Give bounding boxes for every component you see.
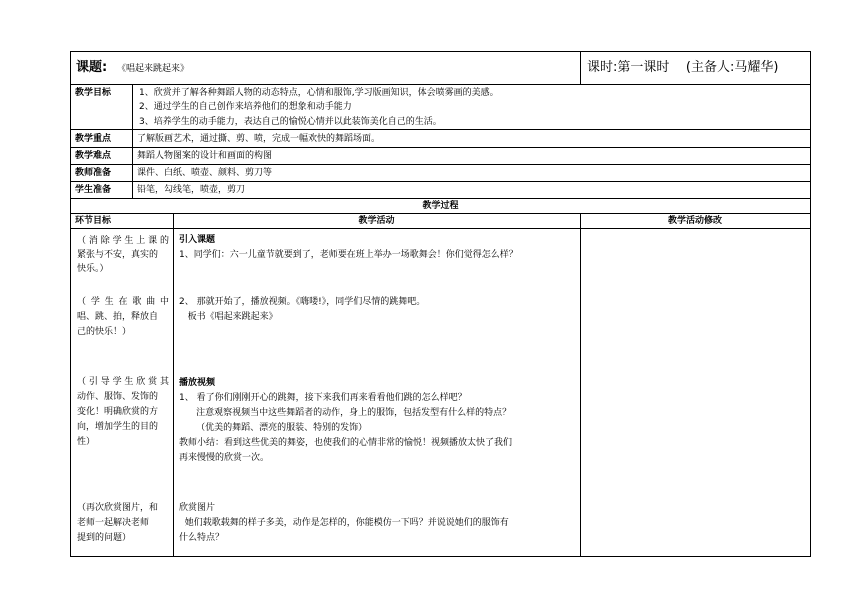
table-line-goals-bottom [70, 129, 811, 130]
topic-value: 《唱起来跳起来》 [117, 64, 190, 74]
video-line-4: 教师小结：看到这些优美的舞姿，也使我们的心情非常的愉悦！视频播放太快了我们 [179, 438, 513, 448]
stage-goal-note-1-line-1: （消除学生上课的 [77, 236, 169, 246]
difficulty-value: 舞蹈人物图案的设计和画面的构图 [137, 151, 273, 161]
student-prep-label: 学生准备 [75, 185, 112, 195]
video-line-1: 1、 看了你们刚刚开心的跳舞，接下来我们再来看看他们跳的怎么样吧？ [179, 393, 467, 403]
table-line-key-bottom [70, 147, 811, 148]
stage-goal-note-1-line-3: 快乐。） [77, 264, 109, 274]
table-line-col1-divider [173, 213, 174, 557]
stage-goal-note-2-line-2: 唱、跳、拍，释放自 [77, 312, 159, 322]
goal-line-1: 1、欣赏并了解各种舞蹈人物的动态特点，心情和服饰,学习版画知识，体会喷雾画的美感。 [139, 88, 499, 98]
teacher-prep-value: 课件、白纸、喷壶、颜料、剪刀等 [137, 168, 273, 178]
stage-goal-note-3-line-5: 性） [77, 437, 96, 447]
video-line-2: 注意观察视频当中这些舞蹈者的动作，身上的服饰，包括发型有什么样的特点？ [179, 408, 512, 418]
section-title-pictures: 欣赏图片 [179, 503, 216, 513]
table-line-columns-bottom [70, 228, 811, 229]
section-title-video: 播放视频 [179, 378, 216, 388]
stage-goal-note-2-line-3: 己的快乐！） [77, 327, 132, 337]
table-line-col2-divider [580, 213, 581, 557]
table-line-label-divider [132, 84, 133, 198]
table-border-top [70, 51, 811, 52]
intro-line-1: 1、同学们：六一儿童节就要到了，老师要在班上举办一场歌舞会！你们觉得怎么样？ [179, 250, 518, 260]
difficulty-label: 教学难点 [75, 151, 112, 161]
stage-goal-note-4-line-3: 提到的问题） [77, 533, 132, 543]
stage-goal-note-3-line-4: 向，增加学生的目的 [77, 422, 159, 432]
column-header-stage-goal: 环节目标 [75, 216, 112, 226]
video-line-5: 再来慢慢的欣赏一次。 [179, 453, 270, 463]
intro-line-3: 板书《唱起来跳起来》 [179, 312, 278, 322]
stage-goal-note-2-line-1: （学生在歌曲中 [77, 297, 169, 307]
pictures-line-1: 她们载歌载舞的样子多美，动作是怎样的，你能模仿一下吗？并说说她们的服饰有 [179, 518, 509, 528]
table-line-difficulty-bottom [70, 164, 811, 165]
column-header-activity: 教学活动 [358, 216, 395, 226]
key-value: 了解版画艺术，通过撕、剪、喷，完成一幅欢快的舞蹈场面。 [137, 134, 381, 144]
goal-label: 教学目标 [75, 88, 112, 98]
lesson-period-and-author: 课时:第一课时 (主备人:马耀华) [587, 60, 779, 75]
stage-goal-note-3-line-3: 变化！明确欣赏的方 [77, 407, 159, 417]
table-line-header-bottom [70, 84, 811, 85]
intro-line-2: 2、 那就开始了，播放视频。《嗨喽!》，同学们尽情的跳舞吧。 [179, 297, 426, 307]
table-line-student-prep-bottom [70, 198, 811, 199]
goal-line-3: 3、培养学生的动手能力，表达自己的愉悦心情并以此装饰美化自己的生活。 [139, 117, 442, 127]
table-border-bottom [70, 556, 811, 557]
key-label: 教学重点 [75, 134, 112, 144]
table-line-process-title-bottom [70, 213, 811, 214]
table-border-left [70, 51, 71, 557]
video-line-3: （优美的舞蹈、漂亮的服装、特别的发饰） [179, 423, 368, 433]
process-title: 教学过程 [422, 201, 459, 211]
column-header-revision: 教学活动修改 [667, 216, 722, 226]
section-title-intro: 引入课题 [179, 235, 216, 245]
pictures-line-2: 什么特点？ [179, 533, 225, 543]
table-border-right [810, 51, 811, 557]
stage-goal-note-3-line-1: （引导学生欣赏其 [77, 377, 169, 387]
table-line-header-divider [580, 51, 581, 84]
student-prep-value: 铅笔，勾线笔，喷壶，剪刀 [137, 185, 246, 195]
goal-line-2: 2、通过学生的自己创作来培养他们的想象和动手能力 [139, 102, 352, 112]
stage-goal-note-3-line-2: 动作、服饰、发饰的 [77, 392, 159, 402]
table-line-teacher-prep-bottom [70, 181, 811, 182]
stage-goal-note-4-line-2: 老师一起解决老师 [77, 518, 150, 528]
teacher-prep-label: 教师准备 [75, 168, 112, 178]
topic-label: 课题: [76, 60, 108, 75]
stage-goal-note-1-line-2: 紧张与不安，真实的 [77, 250, 159, 260]
stage-goal-note-4-line-1: （再次欣赏图片，和 [77, 503, 159, 513]
